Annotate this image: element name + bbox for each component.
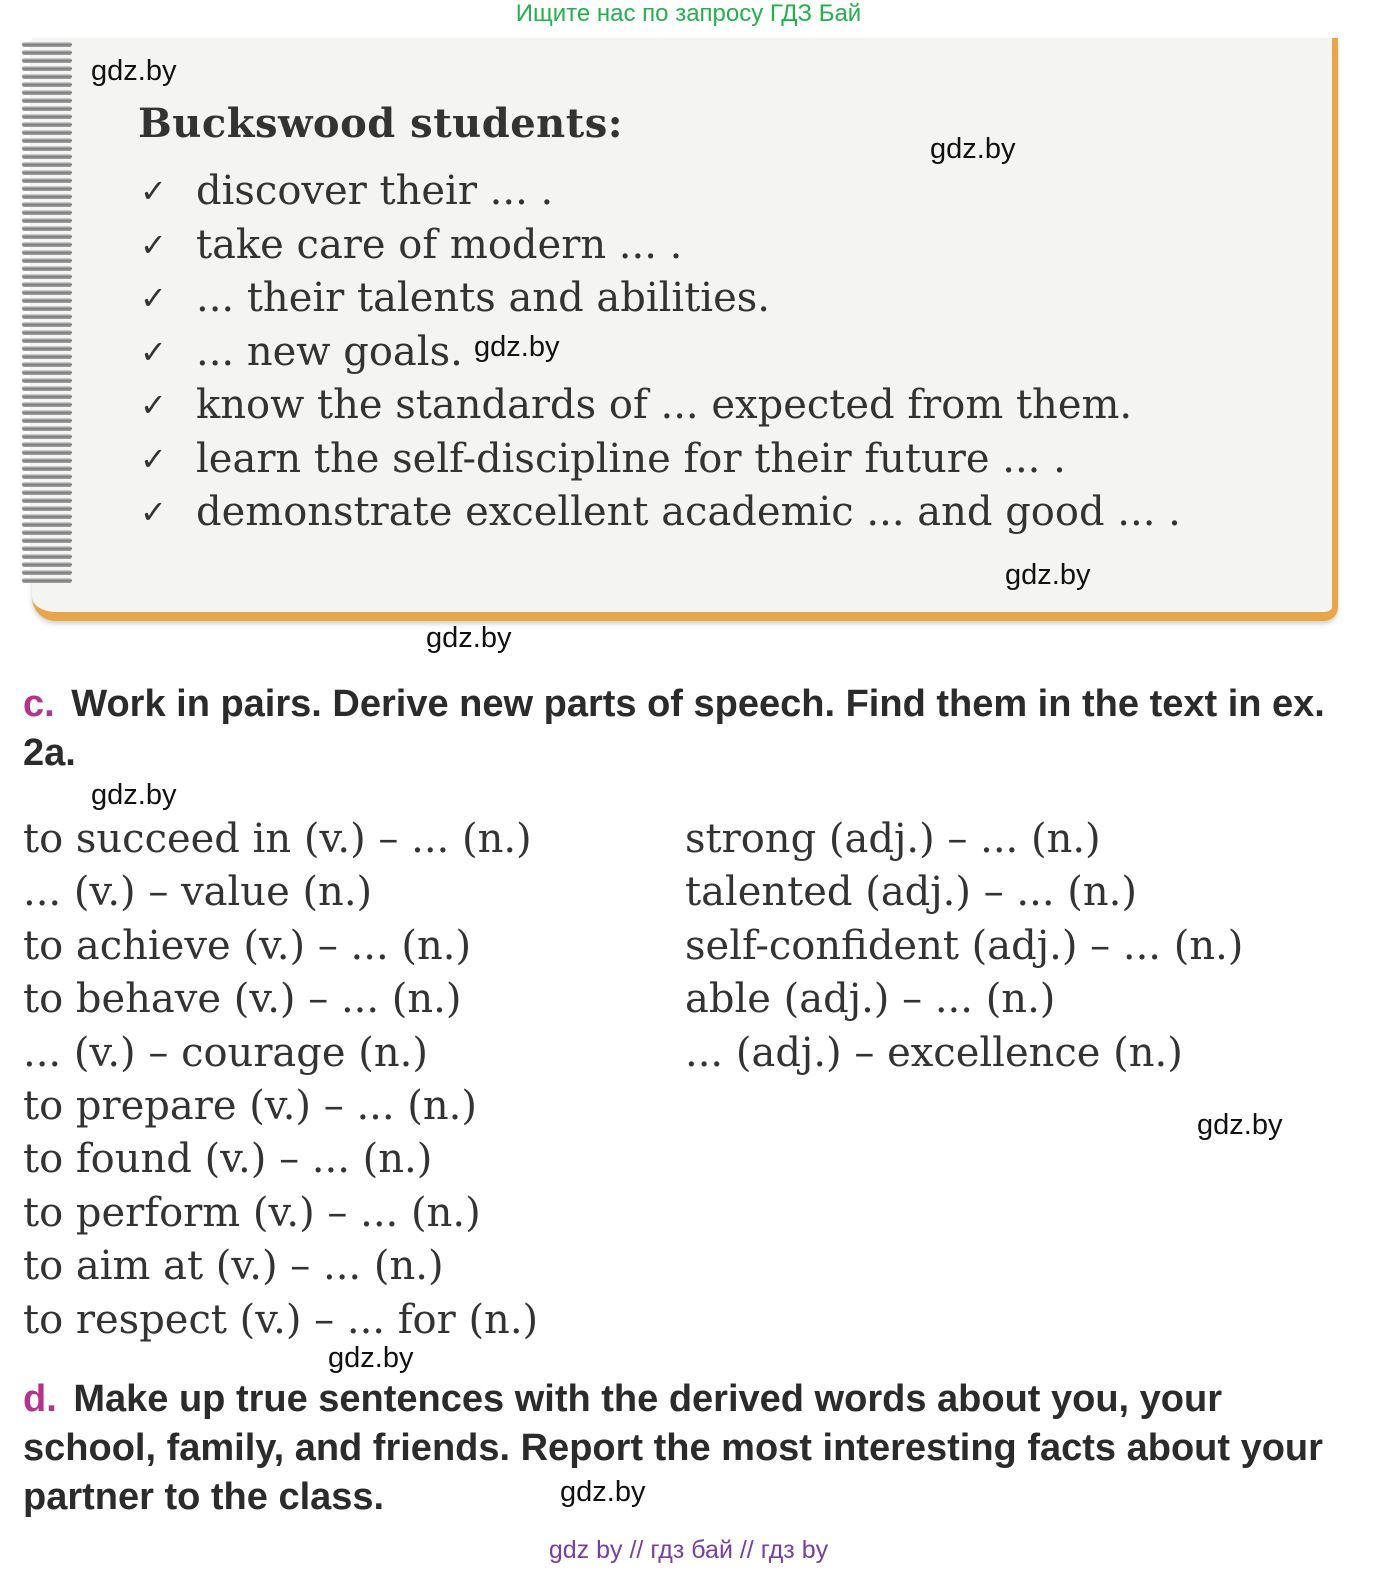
spiral-coil	[22, 162, 72, 167]
spiral-coil	[22, 202, 72, 207]
watermark: gdz.by	[91, 779, 177, 811]
spiral-coil	[22, 482, 72, 487]
spiral-coil	[22, 314, 72, 319]
spiral-coil	[22, 170, 72, 175]
spiral-coil	[22, 234, 72, 239]
check-icon: ✓	[140, 493, 167, 531]
spiral-coil	[22, 50, 72, 55]
list-item: ✓ ... new goals.	[140, 326, 1181, 380]
list-item: ✓ take care of modern ... .	[140, 219, 1181, 273]
spiral-coil	[22, 554, 72, 559]
spiral-coil	[22, 354, 72, 359]
spiral-coil	[22, 146, 72, 151]
notebook-title: Buckswood students:	[138, 100, 624, 147]
word-pair: to prepare (v.) – ... (n.)	[23, 1082, 477, 1129]
word-pair: to succeed in (v.) – ... (n.)	[23, 816, 532, 862]
word-pair: to behave (v.) – ... (n.)	[23, 976, 462, 1023]
word-pair: self-confident (adj.) – ... (n.)	[685, 922, 1244, 969]
task-text: Make up true sentences with the derived words about you, your school, family, and friends. Report the most interesting facts about your partner to the class.	[23, 1378, 1323, 1518]
spiral-coil	[22, 490, 72, 495]
spiral-coil	[22, 562, 72, 567]
task-letter: c.	[23, 683, 55, 725]
spiral-coil	[22, 402, 72, 407]
checklist	[140, 165, 1181, 540]
spiral-coil	[22, 378, 72, 383]
spiral-coil	[22, 338, 72, 343]
spiral-coil	[22, 154, 72, 159]
spiral-binding	[22, 42, 78, 588]
spiral-coil	[22, 322, 72, 327]
list-item: ✓ ... their talents and abilities.	[140, 272, 1181, 326]
word-pair: to aim at (v.) – ... (n.)	[23, 1243, 444, 1290]
footer-links[interactable]: gdz by // гдз бай // гдз by	[548, 1536, 829, 1564]
list-item: ✓ learn the self-discipline for their future ... .	[140, 433, 1181, 487]
check-icon: ✓	[140, 439, 167, 478]
spiral-coil	[22, 362, 72, 367]
spiral-coil	[22, 418, 72, 423]
watermark: gdz.by	[91, 55, 177, 87]
spiral-coil	[22, 226, 72, 231]
spiral-coil	[22, 178, 72, 183]
watermark: gdz.by	[1005, 559, 1091, 591]
spiral-coil	[22, 506, 72, 511]
spiral-coil	[22, 66, 72, 71]
watermark: gdz.by	[560, 1476, 646, 1508]
spiral-coil	[22, 282, 72, 287]
spiral-coil	[22, 106, 72, 111]
task-d	[23, 1375, 1343, 1522]
spiral-coil	[22, 210, 72, 215]
task-c	[23, 680, 1343, 778]
list-item: ✓ discover their ... .	[140, 165, 1181, 219]
spiral-coil	[22, 578, 72, 583]
spiral-coil	[22, 570, 72, 575]
word-list-right	[685, 813, 1243, 1080]
word-pair: ... (v.) – value (n.)	[23, 869, 373, 916]
watermark: gdz.by	[1197, 1109, 1283, 1141]
watermark: gdz.by	[930, 133, 1016, 165]
spiral-coil	[22, 306, 72, 311]
spiral-coil	[22, 82, 72, 87]
word-pair: ... (v.) – courage (n.)	[23, 1029, 428, 1076]
spiral-coil	[22, 410, 72, 415]
word-pair: to respect (v.) – ... for (n.)	[23, 1296, 539, 1343]
spiral-coil	[22, 290, 72, 295]
check-icon: ✓	[140, 386, 167, 424]
spiral-coil	[22, 114, 72, 119]
spiral-coil	[22, 130, 72, 135]
spiral-coil	[22, 194, 72, 199]
word-pair: to found (v.) – ... (n.)	[23, 1136, 433, 1183]
spiral-coil	[22, 242, 72, 247]
spiral-coil	[22, 74, 72, 79]
check-icon: ✓	[140, 332, 167, 371]
spiral-coil	[22, 498, 72, 503]
task-letter: d.	[23, 1378, 57, 1420]
word-pair: ... (adj.) – excellence (n.)	[685, 1029, 1183, 1076]
spiral-coil	[22, 42, 72, 47]
spiral-coil	[22, 538, 72, 543]
spiral-coil	[22, 218, 72, 223]
word-pair: to achieve (v.) – ... (n.)	[23, 922, 472, 969]
spiral-coil	[22, 330, 72, 335]
word-pair: able (adj.) – ... (n.)	[685, 976, 1056, 1023]
task-text: Work in pairs. Derive new parts of speech. Find them in the text in ex. 2a.	[23, 683, 1325, 774]
spiral-coil	[22, 458, 72, 463]
watermark: gdz.by	[474, 331, 560, 363]
spiral-coil	[22, 546, 72, 551]
check-icon: ✓	[140, 172, 167, 210]
spiral-coil	[22, 450, 72, 455]
spiral-coil	[22, 250, 72, 255]
list-item: ✓ demonstrate excellent academic ... and good ... .	[140, 486, 1181, 540]
spiral-coil	[22, 346, 72, 351]
spiral-coil	[22, 474, 72, 479]
word-pair: to perform (v.) – ... (n.)	[23, 1189, 481, 1236]
watermark: gdz.by	[328, 1342, 414, 1374]
check-icon: ✓	[140, 225, 167, 264]
spiral-coil	[22, 394, 72, 399]
spiral-coil	[22, 138, 72, 143]
word-pair: talented (adj.) – ... (n.)	[685, 869, 1137, 916]
spiral-coil	[22, 258, 72, 263]
spiral-coil	[22, 370, 72, 375]
spiral-coil	[22, 530, 72, 535]
spiral-coil	[22, 58, 72, 63]
spiral-coil	[22, 514, 72, 519]
spiral-coil	[22, 522, 72, 527]
check-icon: ✓	[140, 279, 167, 317]
spiral-coil	[22, 442, 72, 447]
spiral-coil	[22, 274, 72, 279]
spiral-coil	[22, 298, 72, 303]
spiral-coil	[22, 98, 72, 103]
spiral-coil	[22, 466, 72, 471]
word-list-left	[23, 813, 538, 1347]
top-banner: Ищите нас по запросу ГДЗ Бай	[515, 0, 862, 27]
spiral-coil	[22, 122, 72, 127]
spiral-coil	[22, 434, 72, 439]
spiral-coil	[22, 386, 72, 391]
spiral-coil	[22, 90, 72, 95]
word-pair: strong (adj.) – ... (n.)	[685, 816, 1101, 862]
spiral-coil	[22, 426, 72, 431]
spiral-coil	[22, 266, 72, 271]
watermark: gdz.by	[426, 622, 512, 654]
spiral-coil	[22, 186, 72, 191]
list-item: ✓ know the standards of ... expected from them.	[140, 379, 1181, 433]
